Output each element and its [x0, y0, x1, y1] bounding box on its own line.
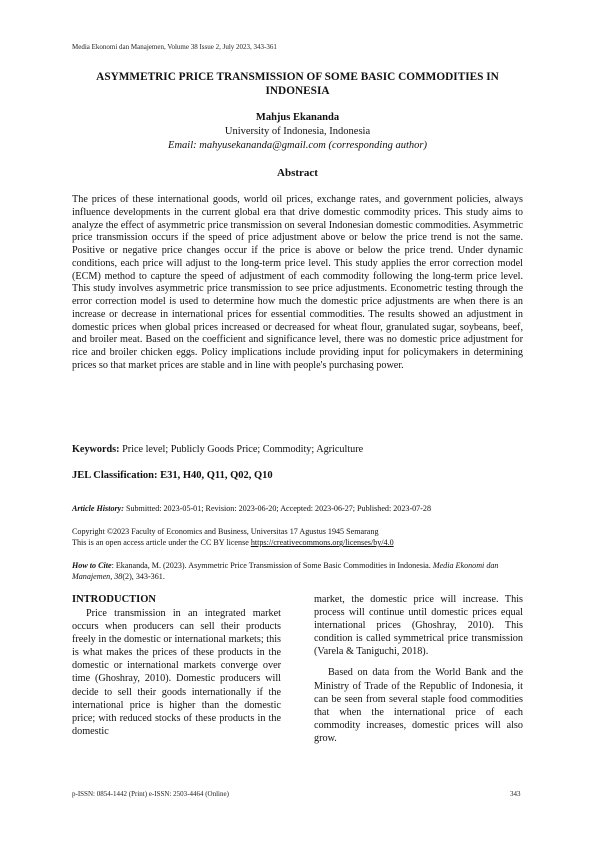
jel-label: JEL Classification: [72, 470, 158, 481]
copyright-block [72, 526, 523, 548]
how-to-cite [72, 560, 523, 582]
paragraph: Price transmission in an integrated market occurs when producers can sell their products freely in the domestic or international markets; this is what makes the prices of these products in the domestic or international markets converge over time (Ghoshray, 2010). Domestic producers will decide to sell their goods internationally if the international price is higher than the domestic price; with reduced stocks of these products in the domestic [72, 608, 281, 737]
cite-text: : Ekananda, M. (2023). Asymmetric Price Transmission of Some Basic Commodities in Indonesia. [111, 561, 433, 570]
author-name: Mahjus Ekananda [255, 112, 340, 123]
paragraph: market, the domestic price will increase. This process will continue until domestic prices equal international prices (Ghoshray, 2010). This condition is called symmetrical price transmission (Varela & Taniguchi, 2018). [314, 594, 523, 658]
running-head: Media Ekonomi dan Manajemen, Volume 38 Issue 2, July 2023, 343-361 [72, 43, 277, 51]
keywords [72, 444, 523, 455]
license-text: This is an open access article under the CC BY license [72, 538, 251, 547]
cite-issue: (2), 343-361. [122, 572, 165, 581]
history-label: Article History: [72, 504, 124, 513]
jel-classification [72, 470, 523, 481]
license-link[interactable]: https://creativecommons.org/licenses/by/4.0 [250, 538, 394, 547]
paragraph: Based on data from the World Bank and the Ministry of Trade of the Republic of Indonesia, it can be seen from several staple food commodities that when the international price of each commodity increases, domestic prices will also grow. [314, 667, 523, 744]
section-heading-introduction: INTRODUCTION [72, 594, 157, 605]
paper-title: ASYMMETRIC PRICE TRANSMISSION OF SOME BASIC COMMODITIES IN INDONESIA [96, 71, 499, 97]
jel-codes: E31, H40, Q11, Q02, Q10 [157, 470, 273, 481]
footer-issn: p-ISSN: 0854-1442 (Print) e-ISSN: 2503-4464 (Online) [72, 790, 229, 798]
license-line [72, 537, 523, 548]
author-affiliation: University of Indonesia, Indonesia [224, 126, 371, 137]
cite-journal: Media Ekonomi dan Manajemen, 38 [72, 561, 499, 581]
author-email: Email: mahyusekananda@gmail.com (corresponding author) [168, 140, 427, 151]
body-column-left [72, 593, 281, 738]
article-history [72, 504, 523, 513]
cite-label: How to Cite [72, 561, 112, 570]
page-number: 343 [510, 790, 521, 798]
abstract-text: The prices of these international goods, world oil prices, exchange rates, and government policies, always influence developments in the current global era that drive domestic commodity prices. This study aims to analyze the effect of asymmetric price transmission on several Indonesian domestic commodities. Asymmetric price transmission occurs if the speed of price adjustment above or below the price trend is not the same. Positive or negative price changes occur if the price is above or below the price trend. Under dynamic conditions, each price will adjust to the long-term price level. This study applies the error correction model (ECM) method to capture the speed of adjustment of each commodity following the long-term price level. This study involves asymmetric price transmission to see price adjustments. Econometric testing through the error correction model is used to determine how much the domestic price adjustments are when there is an increase or decrease in international prices for essential commodities. The results showed an adjustment in domestic prices when global prices increased or decreased for wheat flour, granulated sugar, soybeans, beef, and broiler meat. Based on the coefficient and significance level, there was no domestic price adjustment for rice and broiler chicken eggs. Policy implications include providing input for policymakers in determining prices so that market prices are stable and in line with people's purchasing power. [72, 194, 523, 371]
history-dates: Submitted: 2023-05-01; Revision: 2023-06-20; Accepted: 2023-06-27; Published: 2023-07-28 [123, 504, 432, 513]
copyright-line: Copyright ©2023 Faculty of Economics and Business, Universitas 17 Agustus 1945 Semarang [72, 527, 379, 536]
body-column-right [314, 593, 523, 745]
keywords-label: Keywords: [72, 444, 120, 455]
abstract-heading: Abstract [277, 167, 318, 179]
keywords-text: Price level; Publicly Goods Price; Commodity; Agriculture [119, 444, 364, 455]
